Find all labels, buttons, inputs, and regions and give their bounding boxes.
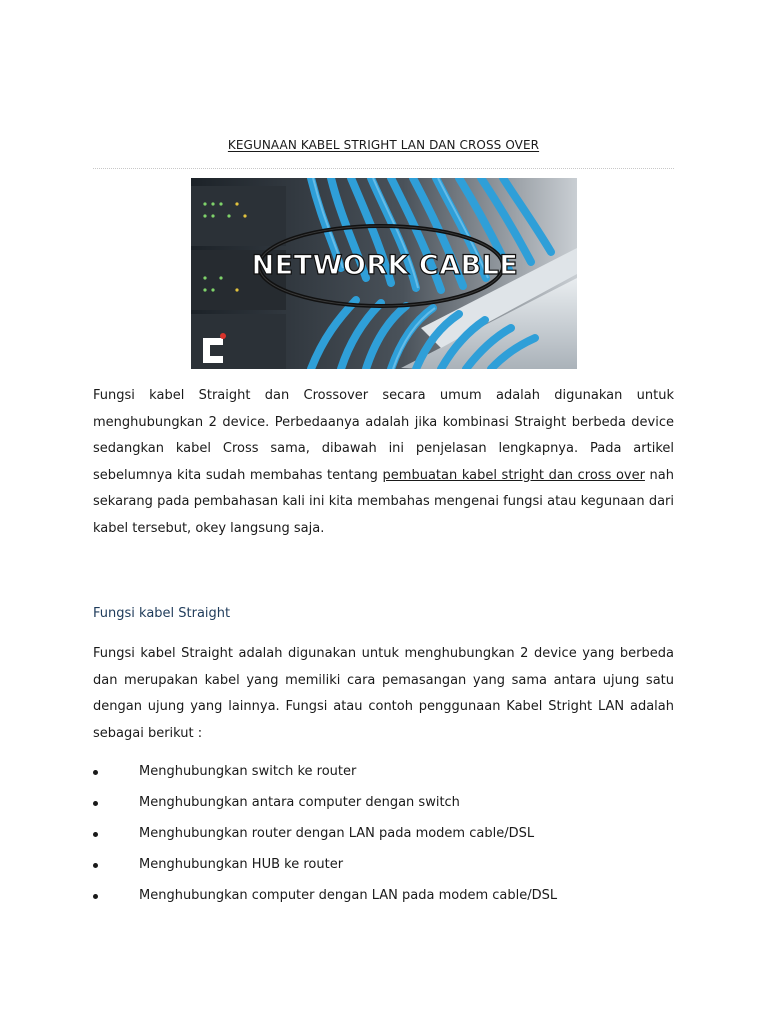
list-item-text: Menghubungkan HUB ke router <box>139 857 344 872</box>
bullet-icon <box>93 894 98 899</box>
network-cable-illustration <box>191 178 577 369</box>
section-heading-straight: Fungsi kabel Straight <box>93 606 231 621</box>
list-item <box>93 853 674 884</box>
title-divider <box>93 168 674 169</box>
intro-text-after-link: nah sekarang pada pembahasan kali ini kita membahas mengenai fungsi atau kegunaan dari kabel tersebut, okey langsung saja. <box>93 467 674 536</box>
usage-bullet-list <box>93 760 674 915</box>
list-item-text: Menghubungkan router dengan LAN pada modem cable/DSL <box>139 826 535 841</box>
section-paragraph: Fungsi kabel Straight adalah digunakan untuk menghubungkan 2 device yang berbeda dan merupakan kabel yang memiliki cara pemasangan yang sama antara ujung satu dengan ujung yang lainnya. Fungsi atau contoh penggunaan Kabel Stright LAN adalah sebagai berikut : <box>93 646 674 741</box>
bullet-icon <box>93 801 98 806</box>
list-item-text: Menghubungkan computer dengan LAN pada modem cable/DSL <box>139 888 558 903</box>
intro-text-before-link: Fungsi kabel Straight dan Crossover secara umum adalah digunakan untuk menghubungkan 2 device. Perbedaanya adalah jika kombinasi Straight berbeda device sedangkan kabel Cross sama, dibawah ini penjelasan lengkapnya. Pada artikel sebelumnya kita sudah membahas tentang <box>93 388 674 483</box>
bullet-icon <box>93 770 98 775</box>
list-item <box>93 791 674 822</box>
document-title: KEGUNAAN KABEL STRIGHT LAN DAN CROSS OVER <box>227 138 540 152</box>
intro-paragraph <box>93 383 674 542</box>
bullet-icon <box>93 863 98 868</box>
list-item <box>93 884 674 915</box>
article-link[interactable]: pembuatan kabel stright dan cross over <box>382 467 645 483</box>
list-item-text: Menghubungkan switch ke router <box>139 764 357 779</box>
network-cable-overlay-text: NETWORK CABLE <box>251 250 519 281</box>
list-item <box>93 760 674 791</box>
bullet-icon <box>93 832 98 837</box>
list-item <box>93 822 674 853</box>
network-cable-image <box>191 178 577 369</box>
list-item-text: Menghubungkan antara computer dengan switch <box>139 795 460 810</box>
